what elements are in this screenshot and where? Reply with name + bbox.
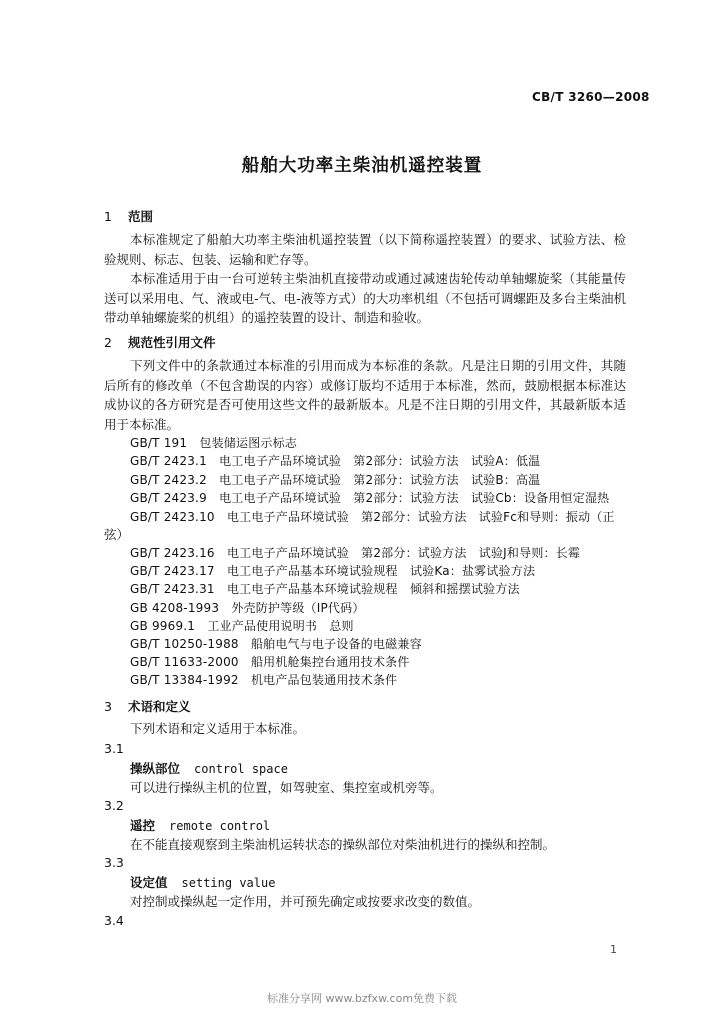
clause-number: 3.4 <box>104 913 124 928</box>
reference-item: GB/T 2423.1 电工电子产品环境试验 第2部分：试验方法 试验A：低温 <box>130 454 541 468</box>
term-definition: 可以进行操纵主机的位置，如驾驶室、集控室或机旁等。 <box>130 780 443 795</box>
term-name: 设定值 <box>130 875 168 890</box>
reference-item: GB/T 2423.2 电工电子产品环境试验 第2部分：试验方法 试验B：高温 <box>130 473 541 487</box>
section-1-heading <box>104 207 153 225</box>
reference-item: GB/T 191 包装储运图示标志 <box>130 436 298 450</box>
clause-number: 3.2 <box>104 798 124 813</box>
reference-item: GB/T 2423.16 电工电子产品环境试验 第2部分：试验方法 试验J和导则：长霉 <box>130 546 581 560</box>
section-title: 术语和定义 <box>128 699 191 714</box>
term-english: remote control <box>169 819 271 833</box>
term-definition: 在不能直接观察到主柴油机运转状态的操纵部位对柴油机进行的操纵和控制。 <box>130 837 556 852</box>
term-entry <box>130 759 288 777</box>
page-number: 1 <box>610 943 617 956</box>
page-title: 船舶大功率主柴油机遥控装置 <box>241 156 483 176</box>
section-title: 规范性引用文件 <box>128 335 216 350</box>
section-number: 2 <box>104 335 112 350</box>
term-english: control space <box>194 762 288 776</box>
reference-item: GB/T 2423.9 电工电子产品环境试验 第2部分：试验方法 试验Cb：设备用恒定湿热 <box>130 491 610 505</box>
term-entry <box>130 816 270 834</box>
term-name: 操纵部位 <box>130 761 181 776</box>
reference-item: GB/T 2423.31 电工电子产品基本环境试验规程 倾斜和摇摆试验方法 <box>130 582 520 596</box>
paragraph: 本标准适用于由一台可逆转主柴油机直接带动或通过减速齿轮传动单轴螺旋桨（其能量传送可以采用电、气、液或电-气、电-液等方式）的大功率机组（不包括可调螺距及多台主柴油机带动单轴螺旋桨的机组）的遥控装置的设计、制造和验收。 <box>104 271 626 325</box>
reference-item: GB/T 2423.17 电工电子产品基本环境试验规程 试验Ka：盐雾试验方法 <box>130 564 536 578</box>
paragraph: 下列文件中的条款通过本标准的引用而成为本标准的条款。凡是注日期的引用文件，其随后所有的修改单（不包含勘误的内容）或修订版均不适用于本标准，然而，鼓励根据本标准达成协议的各方研究是否可使用这些文件的最新版本。凡是不注日期的引用文件，其最新版本适用于本标准。 <box>104 358 626 432</box>
paragraph: 本标准规定了船舶大功率主柴油机遥控装置（以下简称遥控装置）的要求、试验方法、检验规则、标志、包装、运输和贮存等。 <box>104 232 626 267</box>
footer-watermark: 标准分享网 www.bzfxw.com免费下载 <box>266 992 458 1005</box>
term-name: 遥控 <box>130 818 156 833</box>
term-definition: 对控制或操纵起一定作用，并可预先确定或按要求改变的数值。 <box>130 894 481 909</box>
clause-number: 3.1 <box>104 741 124 756</box>
section-number: 3 <box>104 699 112 714</box>
reference-continuation: 弦） <box>104 527 130 542</box>
section-title: 范围 <box>128 209 154 224</box>
section-2-heading <box>104 333 216 351</box>
reference-item: GB 4208-1993 外壳防护等级（IP代码） <box>130 601 365 615</box>
document-number: CB/T 3260—2008 <box>532 90 650 104</box>
reference-item: GB/T 2423.10 电工电子产品环境试验 第2部分：试验方法 试验Fc和导则：振动（正 <box>130 510 615 524</box>
reference-item: GB/T 11633-2000 船用机舱集控台通用技术条件 <box>130 655 410 669</box>
reference-item: GB/T 13384-1992 机电产品包装通用技术条件 <box>130 673 398 687</box>
paragraph: 下列术语和定义适用于本标准。 <box>130 721 306 736</box>
section-number: 1 <box>104 209 112 224</box>
reference-item: GB/T 10250-1988 船舶电气与电子设备的电磁兼容 <box>130 637 422 651</box>
term-entry <box>130 873 275 891</box>
reference-item: GB 9969.1 工业产品使用说明书 总则 <box>130 619 354 633</box>
clause-number: 3.3 <box>104 855 124 870</box>
section-3-heading <box>104 697 191 715</box>
term-english: setting value <box>181 876 276 890</box>
